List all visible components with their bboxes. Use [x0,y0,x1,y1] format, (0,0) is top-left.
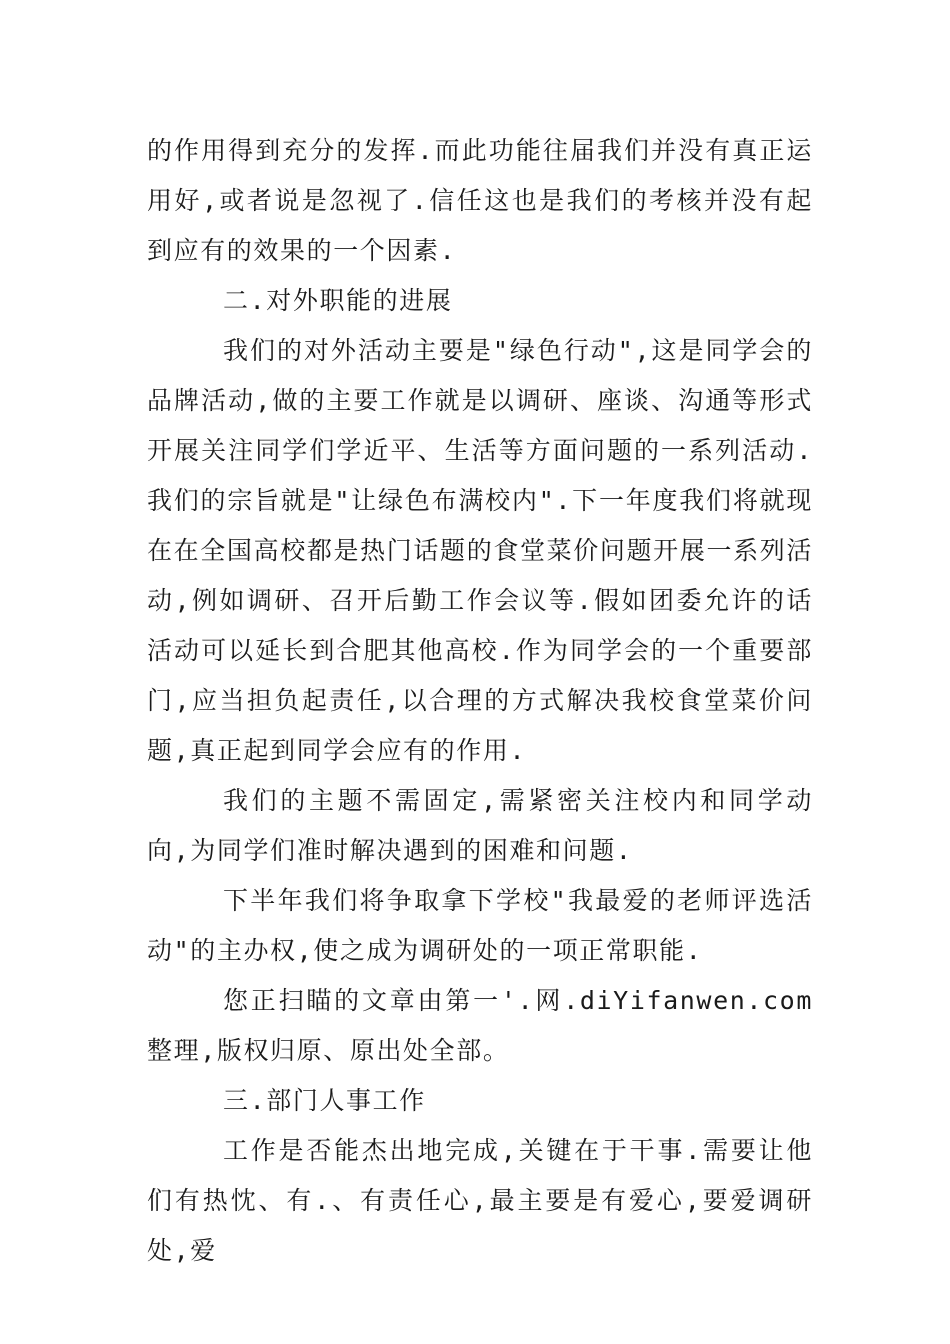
section-heading-2: 二.对外职能的进展 [223,286,453,315]
paragraph-3: 我们的主题不需固定,需紧密关注校内和同学动向,为同学们准时解决遇到的困难和问题. [147,786,813,865]
paragraph-4: 下半年我们将争取拿下学校"我最爱的老师评选活动"的主办权,使之成为调研处的一项正常职能. [147,886,813,965]
paragraph-2: 我们的对外活动主要是"绿色行动",这是同学会的品牌活动,做的主要工作就是以调研、座谈、沟通等形式开展关注同学们学近平、生活等方面问题的一系列活动.我们的宗旨就是"让绿色布满校内".下一年度我们将就现在在全国高校都是热门话题的食堂菜价问题开展一系列活动,例如调研、召开后勤工作会议等.假如团委允许的话活动可以延长到合肥其他高校.作为同学会的一个重要部门,应当担负起责任,以合理的方式解决我校食堂菜价问题,真正起到同学会应有的作用. [147,336,813,765]
source-notice: 您正扫瞄的文章由第一'.网.diYifanwen.com整理,版权归原、原出处全部。 [147,986,813,1065]
document-page [147,126,813,1276]
paragraph-1: 的作用得到充分的发挥.而此功能往届我们并没有真正运用好,或者说是忽视了.信任这也是我们的考核并没有起到应有的效果的一个因素. [147,136,813,265]
section-heading-3: 三.部门人事工作 [223,1086,426,1115]
paragraph-5: 工作是否能杰出地完成,关键在于干事.需要让他们有热忱、有.、有责任心,最主要是有爱心,要爱调研处,爱 [147,1136,813,1265]
